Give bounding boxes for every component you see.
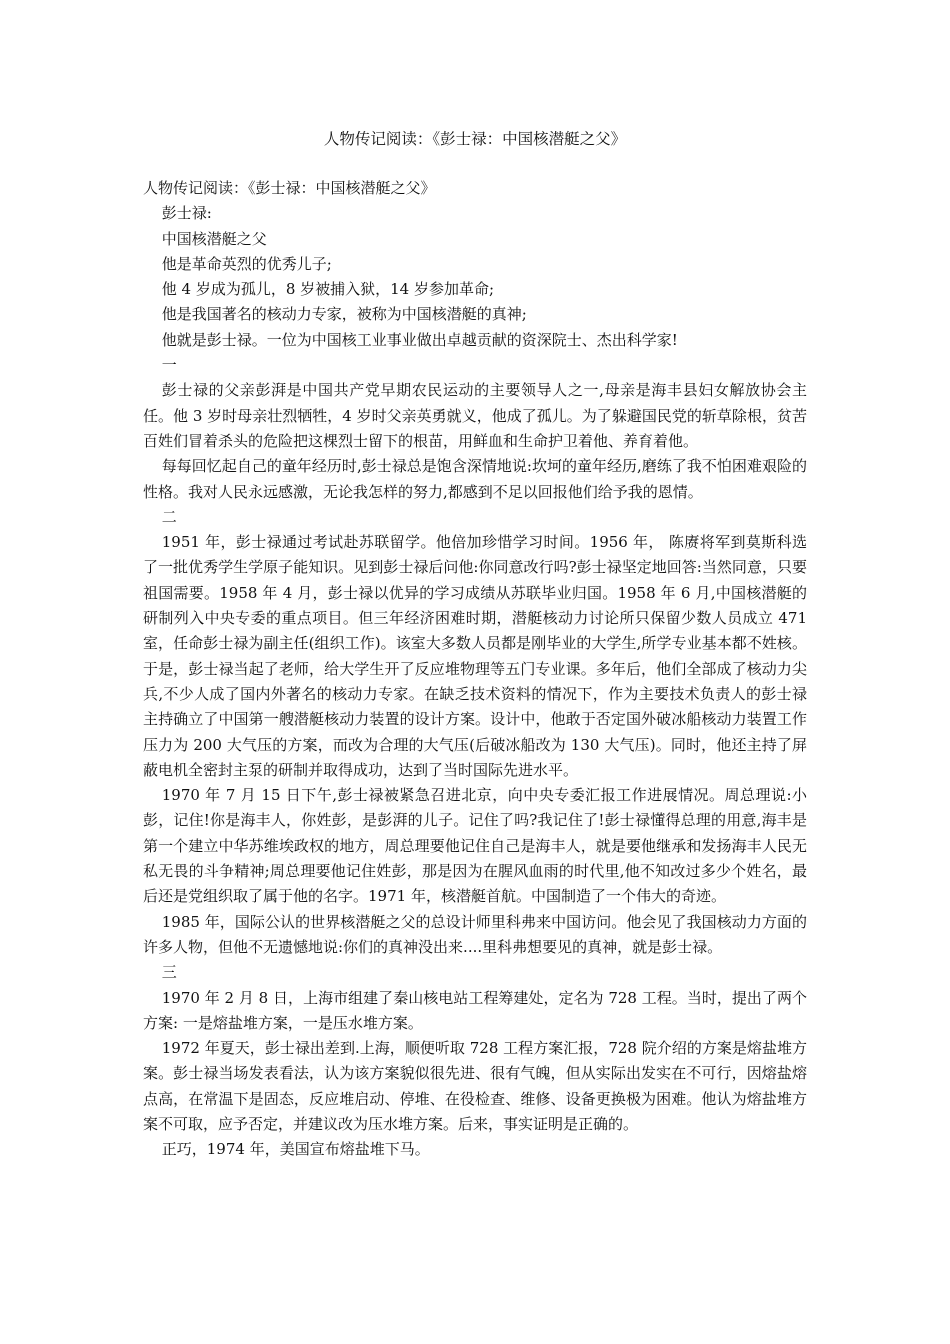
intro-line: 他是我国著名的核动力专家，被称为中国核潜艇的真神;: [161, 305, 527, 324]
section-marker: 二: [161, 507, 177, 526]
paragraph: 1985 年，国际公认的世界核潜艇之父的总设计师里科弗来中国访问。他会见了我国核动力方面的许多人物，但他不无遗憾地说:你们的真神没出来....里科弗想要见的真神，就是彭士禄。: [143, 912, 807, 956]
section-marker: 一: [161, 356, 177, 375]
section-marker: 三: [161, 963, 177, 982]
article-heading: 人物传记阅读：《彭士禄：中国核潜艇之父》: [143, 179, 436, 197]
paragraph: 正巧，1974 年，美国宣布熔盐堆下马。: [161, 1140, 430, 1159]
paragraph: 1951 年，彭士禄通过考试赴苏联留学。他倍加珍惜学习时间。1956 年， 陈赓将军到莫斯科选了一批优秀学生学原子能知识。见到彭士禄后问他:你同意改行吗?彭士禄坚定地回答:当然同意，只要祖国需要。1958 年 4 月，彭士禄以优异的学习成绩从苏联毕业归国。1958 年 6 月,中国核潜艇的研制列入中央专委的重点项目。但三年经济困难时期，潜艇核动力讨论所只保留少数人员成立 471 室，任命彭士禄为副主任(组织工作)。该室大多数人员都是刚毕业的大学生,所学专业基本都不姓核。于是，彭士禄当起了老师，给大学生开了反应堆物理等五门专业课。多年后，他们全部成了核动力尖兵,不少人成了国内外著名的核动力专家。在缺乏技术资料的情况下，作为主要技术负责人的彭士禄主持确立了中国第一艘潜艇核动力装置的设计方案。设计中，他敢于否定国外破冰船核动力装置工作压力为 200 大气压的方案，而改为合理的大气压(后破冰船改为 130 大气压)。同时，他还主持了屏蔽电机全密封主泵的研制并取得成功，达到了当时国际先进水平。: [143, 533, 807, 779]
paragraph: 每每回忆起自己的童年经历时,彭士禄总是饱含深情地说:坎坷的童年经历,磨练了我不怕困难艰险的性格。我对人民永远感激，无论我怎样的努力,都感到不足以回报他们给予我的恩情。: [143, 457, 807, 501]
paragraph: 1972 年夏天，彭士禄出差到.上海，顺便听取 728 工程方案汇报，728 院介绍的方案是熔盐堆方案。彭士禄当场发表看法，认为该方案貌似很先进、很有气魄，但从实际出发实在不可行，因熔盐熔点高，在常温下是固态，反应堆启动、停堆、在役检查、维修、设备更换极为困难。他认为熔盐堆方案不可取，应予否定，并建议改为压水堆方案。后来，事实证明是正确的。: [143, 1039, 807, 1133]
intro-line: 他 4 岁成为孤儿，8 岁被捕入狱，14 岁参加革命;: [161, 280, 495, 299]
intro-line: 彭士禄:: [161, 204, 212, 223]
paragraph: 1970 年 7 月 15 日下午,彭士禄被紧急召进北京，向中央专委汇报工作进展情况。周总理说:小彭，记住!你是海丰人，你姓彭，是彭湃的儿子。记住了吗?我记住了!彭士禄懂得总理的用意,海丰是第一个建立中华苏维埃政权的地方，周总理要他记住自己是海丰人，就是要他继承和发扬海丰人民无私无畏的斗争精神;周总理要他记住姓彭，那是因为在腥风血雨的时代里,他不知改过多少个姓名，最后还是党组织取了属于他的名字。1971 年，核潜艇首航。中国制造了一个伟大的奇迹。: [143, 786, 807, 906]
paragraph: 1970 年 2 月 8 日，上海市组建了秦山核电站工程筹建处，定名为 728 工程。当时，提出了两个方案: 一是熔盐堆方案，一是压水堆方案。: [143, 988, 807, 1032]
page-title: 人物传记阅读：《彭士禄：中国核潜艇之父》: [323, 130, 627, 148]
paragraph: 彭士禄的父亲彭湃是中国共产党早期农民运动的主要领导人之一,母亲是海丰县妇女解放协会主任。他 3 岁时母亲壮烈牺牲，4 岁时父亲英勇就义，他成了孤儿。为了躲避国民党的斩草除根，贫苦百姓们冒着杀头的危险把这棵烈士留下的根苗，用鲜血和生命护卫着他、养育着他。: [143, 381, 807, 450]
intro-line: 他就是彭士禄。一位为中国核工业事业做出卓越贡献的资深院士、杰出科学家!: [161, 330, 678, 349]
intro-line: 中国核潜艇之父: [161, 229, 267, 248]
document-body: [143, 176, 807, 1163]
intro-line: 他是革命英烈的优秀儿子;: [161, 254, 332, 273]
